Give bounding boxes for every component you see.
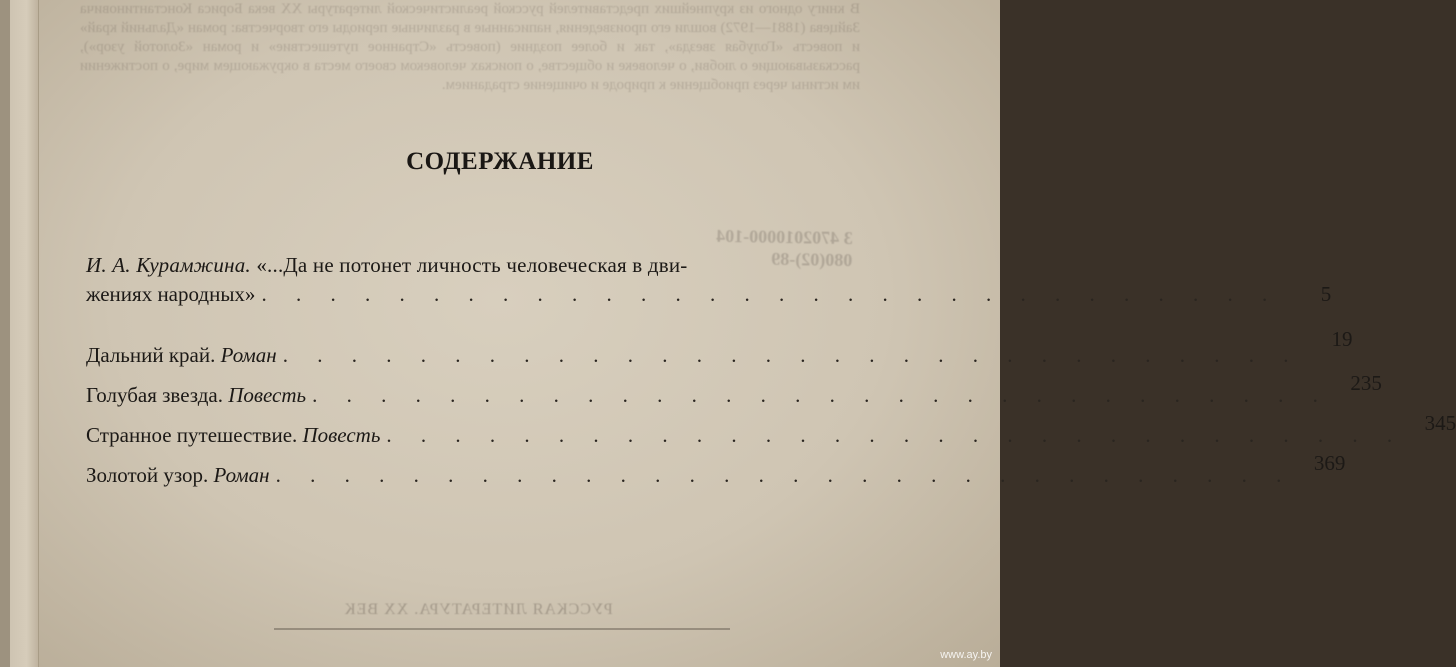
toc-entry-title-cont: жениях народных» bbox=[86, 282, 256, 306]
bleed-through-series: РУССКАЯ ЛИТЕРАТУРА. XX ВЕК bbox=[344, 601, 613, 618]
toc-entry bbox=[86, 368, 1382, 408]
toc-entry bbox=[86, 327, 1353, 368]
bleed-through-text: В книгу одного из крупнейших представителей русской реалистической литературы XX века Бориса Константиновича Зайцева (1881—1972) вошли его произведения, написанные в различные периоды его творчества: роман «Дальний край» и повесть «Голубая звезда», так и более поздние (повесть «Странное путешествие» и роман «Золотой узор»), рассказывающие о любви, о человеке и обществе, о поисках человеком своего места в окружающем мире, о постижении им истины через приобщение к природе и очищение страданием. bbox=[80, 1, 860, 93]
bleed-through-rule bbox=[274, 628, 730, 630]
dot-leader: . . . . . . . . . . . . . . . . . . . . . . . . . . . . . . bbox=[312, 383, 1330, 407]
toc-entry-title: Золотой узор. Роман bbox=[86, 463, 270, 487]
page-title: СОДЕРЖАНИЕ bbox=[406, 148, 594, 175]
toc-entry bbox=[86, 408, 1456, 448]
toc-entry bbox=[86, 253, 1332, 307]
toc-entry-title: «...Да не потонет личность человеческая в дви- bbox=[256, 253, 688, 277]
toc-entry-page: 5 bbox=[1320, 282, 1332, 306]
bleed-through-code: 3 4702010000-104 080(02)-89 bbox=[716, 225, 853, 271]
toc-entry-author: И. А. Курамжина. bbox=[86, 253, 251, 277]
toc-entry-title: Дальний край. Роман bbox=[86, 343, 277, 367]
table-of-contents bbox=[86, 253, 1456, 488]
toc-entry-page: 369 bbox=[1313, 451, 1346, 475]
dot-leader: . . . . . . . . . . . . . . . . . . . . . . . . . . . . . . bbox=[275, 463, 1294, 487]
toc-entry-page: 345 bbox=[1424, 411, 1456, 435]
toc-entry-title: Голубая звезда. Повесть bbox=[86, 383, 307, 407]
toc-entry-line1 bbox=[86, 253, 924, 278]
watermark: www.ay.by bbox=[940, 649, 992, 661]
dot-leader: . . . . . . . . . . . . . . . . . . . . . . . . . . . . . . bbox=[261, 282, 1280, 306]
dot-leader: . . . . . . . . . . . . . . . . . . . . . . . . . . . . . . bbox=[386, 423, 1405, 447]
toc-entry-page: 235 bbox=[1350, 371, 1382, 395]
dot-leader: . . . . . . . . . . . . . . . . . . . . . . . . . . . . . . bbox=[282, 343, 1301, 367]
page-spine-shadow bbox=[0, 0, 10, 667]
toc-entry-page: 19 bbox=[1331, 327, 1353, 351]
toc-entry-title: Странное путешествие. Повесть bbox=[86, 423, 381, 447]
toc-entry bbox=[86, 448, 1346, 488]
